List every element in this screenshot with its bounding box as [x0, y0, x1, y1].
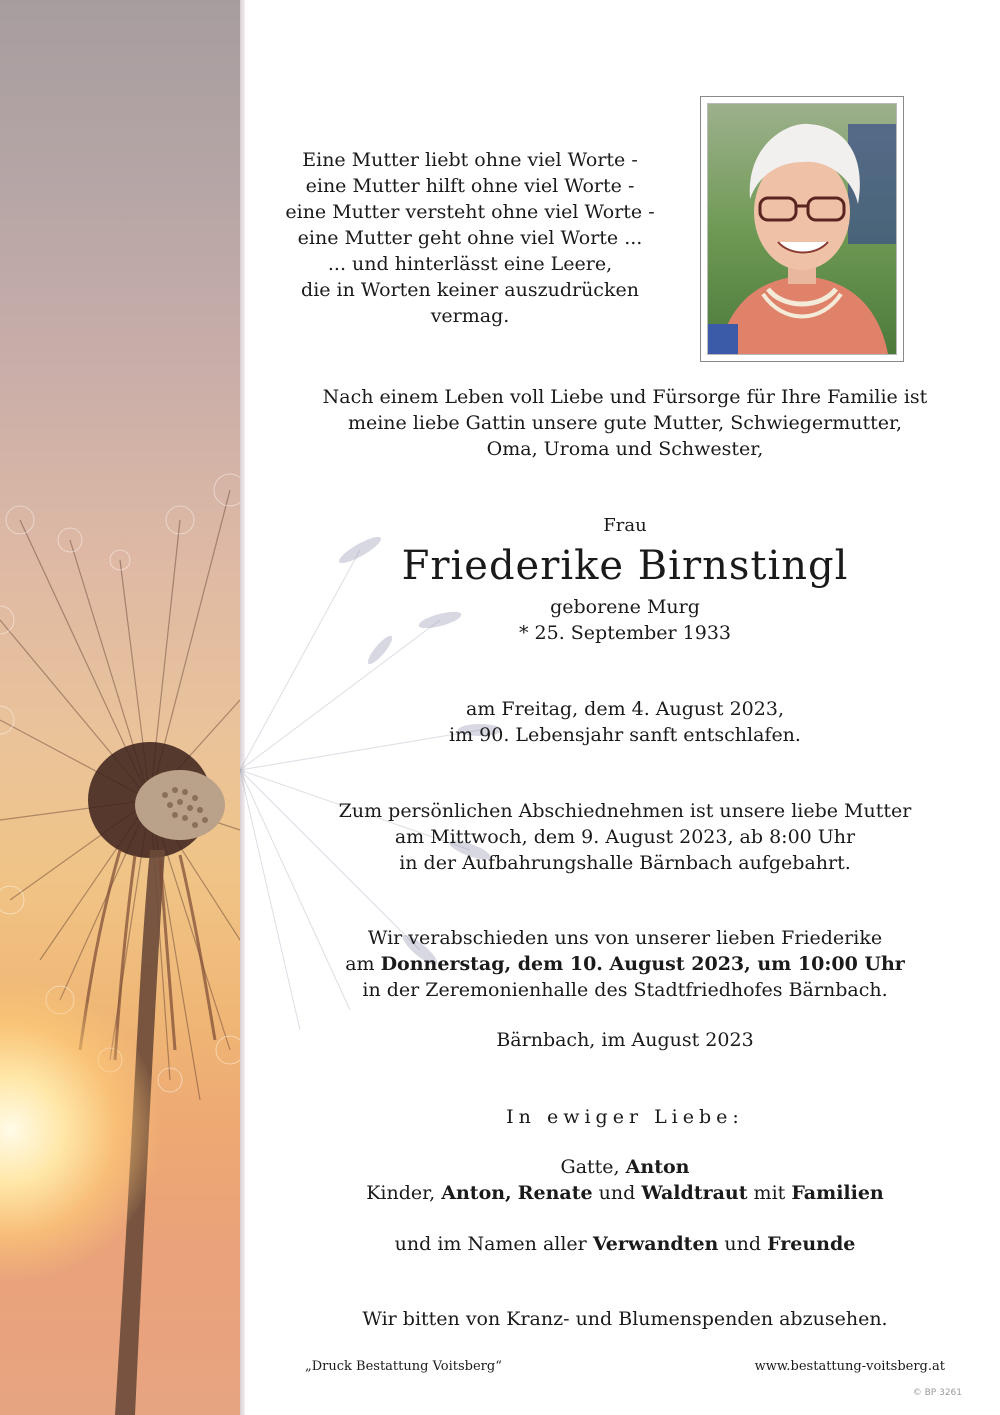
mourners-heading: In ewiger Liebe: — [506, 1106, 744, 1128]
conjunction: mit — [747, 1182, 792, 1204]
child-name: Renate — [517, 1182, 593, 1204]
mourners-spouse — [250, 1154, 1000, 1180]
friends-label: Freunde — [767, 1233, 856, 1255]
intro-line: Nach einem Leben voll Liebe und Fürsorge für Ihre Familie ist — [322, 386, 928, 408]
poem-line: ... und hinterlässt eine Leere, — [327, 253, 613, 275]
printer-credit: „Druck Bestattung Voitsberg“ — [305, 1359, 502, 1374]
conjunction: und — [718, 1233, 768, 1255]
farewell-line: in der Zeremonienhalle des Stadtfriedhofes Bärnbach. — [362, 979, 888, 1001]
salutation: Frau — [603, 515, 647, 536]
child-name: Anton, — [441, 1182, 512, 1204]
place-date: Bärnbach, im August 2023 — [496, 1029, 754, 1051]
dandelion-sunset-image — [0, 0, 240, 1415]
poem-line: eine Mutter versteht ohne viel Worte - — [285, 201, 655, 223]
viewing-line: in der Aufbahrungshalle Bärnbach aufgebahrt. — [399, 852, 851, 874]
farewell-prefix: am — [345, 953, 381, 975]
poem-line: Eine Mutter liebt ohne viel Worte - — [302, 149, 638, 171]
portrait-photo-frame — [700, 96, 904, 362]
intro-paragraph — [250, 384, 1000, 462]
death-notice — [250, 696, 1000, 748]
viewing-paragraph — [250, 798, 1000, 876]
poem-line: die in Worten keiner auszudrücken vermag. — [301, 279, 639, 327]
death-line: am Freitag, dem 4. August 2023, — [466, 698, 784, 720]
maiden-name: geborene Murg — [550, 596, 700, 618]
funeral-date: Donnerstag, dem 10. August 2023, um 10:00 Uhr — [380, 953, 905, 975]
viewing-line: am Mittwoch, dem 9. August 2023, ab 8:00 Uhr — [394, 826, 856, 848]
flower-request: Wir bitten von Kranz- und Blumenspenden abzusehen. — [362, 1308, 888, 1330]
intro-line: Oma, Uroma und Schwester, — [486, 438, 764, 460]
spouse-label: Gatte, — [560, 1156, 626, 1178]
farewell-line: Wir verabschieden uns von unserer lieben Friederike — [367, 927, 883, 949]
deceased-name: Friederike Birnstingl — [401, 543, 849, 589]
families-label: Familien — [791, 1182, 884, 1204]
website-link[interactable]: www.bestattung-voitsberg.at — [754, 1359, 945, 1374]
intro-line: meine liebe Gattin unsere gute Mutter, Schwiegermutter, — [347, 412, 903, 434]
poem-line: eine Mutter geht ohne viel Worte ... — [297, 227, 643, 249]
poem-line: eine Mutter hilft ohne viel Worte - — [305, 175, 635, 197]
viewing-line: Zum persönlichen Abschiednehmen ist unsere liebe Mutter — [338, 800, 912, 822]
mourners-others — [250, 1231, 1000, 1257]
strip-edge-line — [240, 0, 245, 1415]
spouse-name: Anton — [625, 1156, 690, 1178]
mourners-children — [250, 1180, 1000, 1206]
poem — [270, 147, 670, 329]
child-name: Waldtraut — [641, 1182, 748, 1204]
names-prefix: und im Namen aller — [394, 1233, 593, 1255]
farewell-paragraph — [250, 925, 1000, 1003]
portrait-illustration — [708, 104, 896, 354]
portrait-photo — [707, 103, 897, 355]
farewell-line — [250, 951, 1000, 977]
conjunction: und — [592, 1182, 642, 1204]
birth-date: * 25. September 1933 — [519, 622, 731, 644]
children-label: Kinder, — [366, 1182, 442, 1204]
relatives-label: Verwandten — [592, 1233, 719, 1255]
print-code: © BP 3261 — [912, 1388, 962, 1398]
death-line: im 90. Lebensjahr sanft entschlafen. — [449, 724, 801, 746]
